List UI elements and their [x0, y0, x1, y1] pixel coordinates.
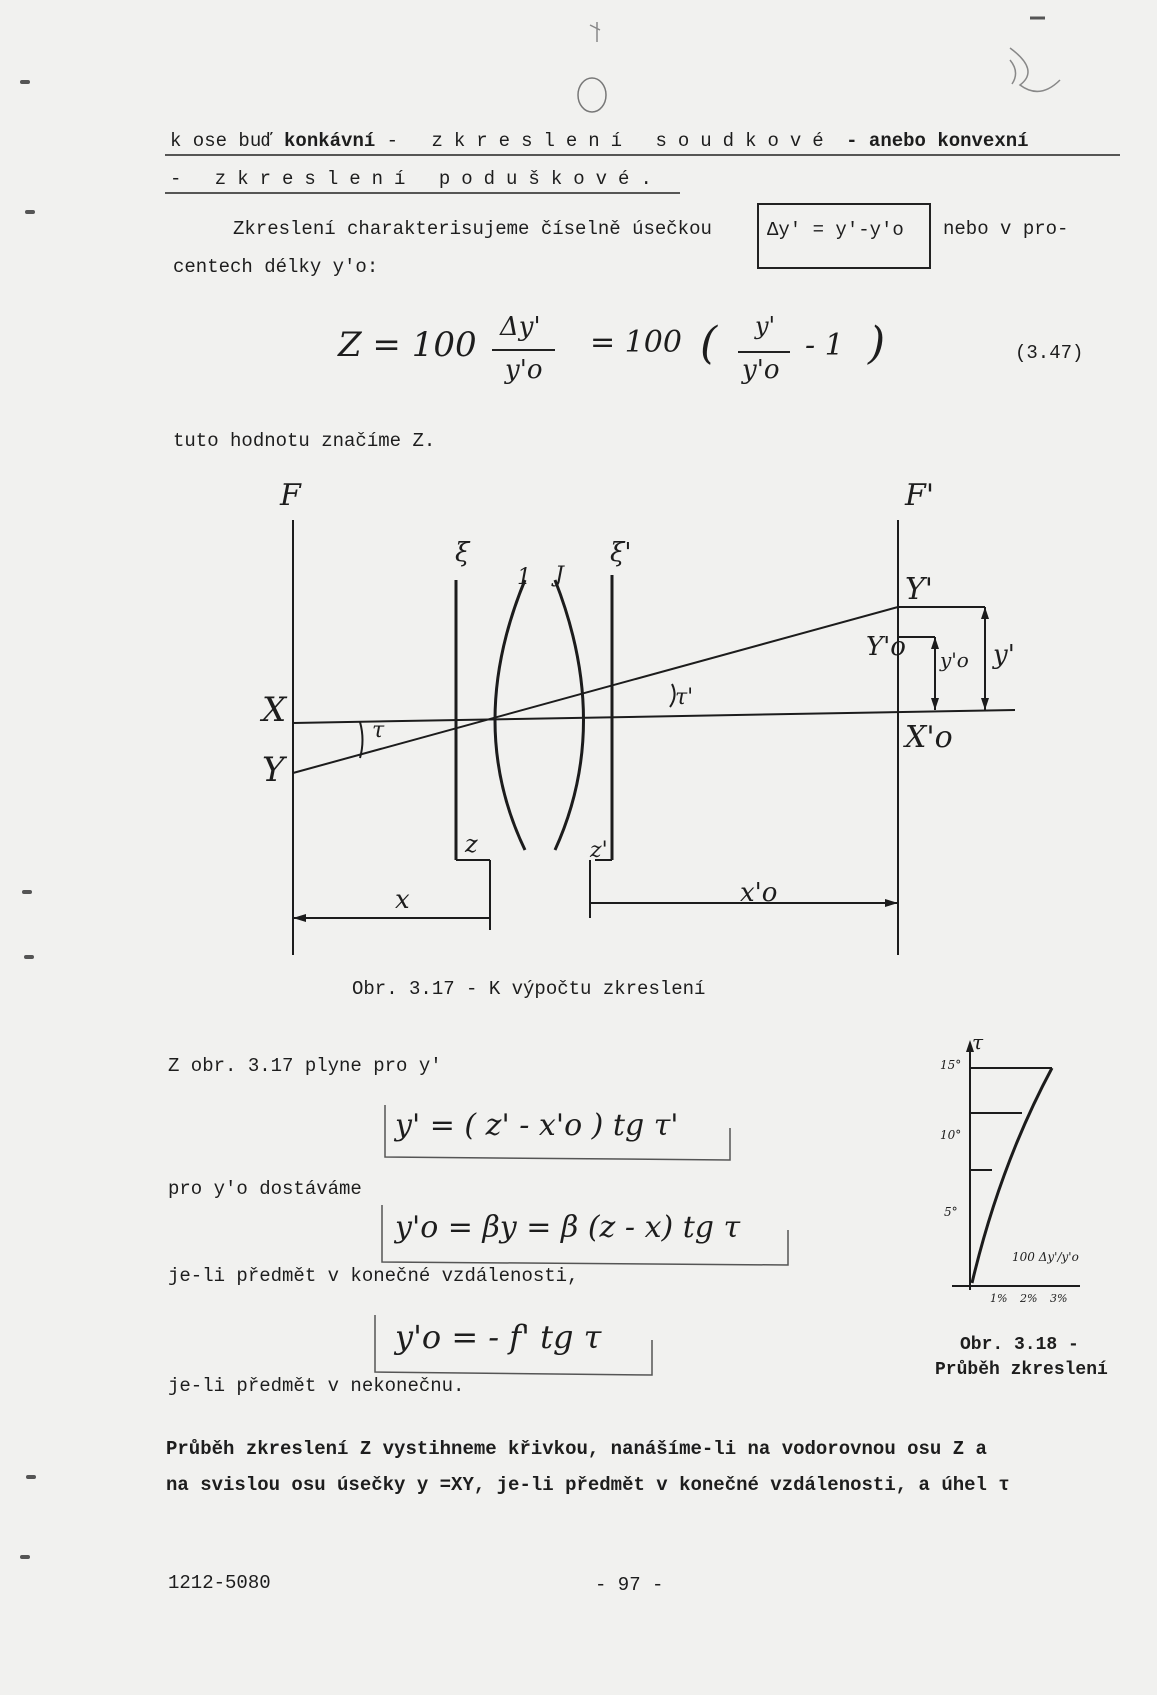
formula-3: y'o = - f' tg τ	[395, 1318, 602, 1356]
text-fragment: - anebo konvexní	[846, 130, 1029, 152]
fig318-tick-15: 15°	[940, 1058, 962, 1072]
fig318-tick-3pct: 3%	[1050, 1292, 1068, 1305]
top-line-2: - zkreslení poduškové.	[170, 168, 663, 190]
formula-1: y' = ( z' - x'o ) tg τ'	[395, 1108, 679, 1143]
formula-2: y'o = βy = β (z - x) tg τ	[395, 1210, 741, 1245]
footer-page-number: - 97 -	[595, 1574, 664, 1596]
fig317-label-lens2: J	[555, 563, 564, 588]
eq347-mid: = 100	[590, 325, 682, 360]
text-fragment: Zkreslení charakterisujeme číselně úsečkou	[233, 218, 712, 240]
para1-tail: nebo v pro-	[943, 218, 1069, 240]
fig317-label-z: z	[465, 830, 478, 858]
fig318-axis-tau: τ	[972, 1030, 984, 1054]
fig317-label-F-prime: F'	[905, 478, 935, 513]
eq347-frac2-num: y'	[755, 312, 776, 340]
fig318-axis-z: 100 Δy'/y'o	[1012, 1250, 1079, 1264]
fig317-label-Y0-prime: Y'o	[866, 632, 906, 662]
figure-317-caption: Obr. 3.17 - K výpočtu zkreslení	[352, 978, 706, 1000]
eq347-paren-close: )	[868, 318, 886, 369]
fig317-label-Y: Y	[262, 750, 285, 790]
para4: pro y'o dostáváme	[168, 1178, 362, 1200]
eq347-frac1-num: Δy'	[500, 312, 541, 342]
fig317-label-y-prime: y'	[993, 640, 1015, 670]
para6: je-li předmět v nekonečnu.	[168, 1375, 465, 1397]
fig318-tick-10: 10°	[940, 1128, 962, 1142]
fig317-label-x0-prime: x'o	[740, 878, 778, 908]
eq347-frac1-den: y'o	[505, 355, 543, 385]
para3: Z obr. 3.17 plyne pro y'	[168, 1055, 442, 1077]
eq347-frac2-den: y'o	[742, 355, 780, 385]
eq347-tail: - 1	[805, 328, 844, 363]
fig317-label-F: F	[280, 478, 301, 513]
fig318-tick-1pct: 1%	[990, 1292, 1008, 1305]
fig317-label-X: X	[262, 690, 287, 730]
eq347-number: (3.47)	[1015, 342, 1084, 364]
bottom-para-line1: Průběh zkreslení Z vystihneme křivkou, nanášíme-li na vodorovnou osu Z a	[166, 1438, 987, 1460]
text-fragment: konkávní	[284, 130, 376, 152]
footer-code: 1212-5080	[168, 1572, 271, 1594]
fig317-label-tau: τ	[372, 718, 385, 743]
fig317-label-y0-prime: y'o	[940, 648, 969, 672]
fig317-label-Y-prime: Y'	[905, 572, 934, 607]
eq347-lhs: Z = 100	[338, 325, 477, 365]
formula-text: Δy' = y'-y'o	[767, 219, 904, 241]
fig318-tick-2pct: 2%	[1020, 1292, 1038, 1305]
para2: tuto hodnotu značíme Z.	[173, 430, 436, 452]
fig317-label-x: x	[395, 885, 410, 915]
figure-318-caption-line1: Obr. 3.18 -	[960, 1335, 1079, 1355]
text-fragment: k ose buď	[170, 130, 273, 152]
fig318-tick-5: 5°	[944, 1205, 958, 1219]
fig317-label-tau-prime: τ'	[675, 685, 694, 710]
fig317-label-lens1: 1	[517, 565, 531, 590]
fig317-label-z-prime: z'	[590, 838, 608, 863]
figure-318-caption-line2: Průběh zkreslení	[935, 1360, 1108, 1380]
fig317-label-xi-prime: ξ'	[610, 538, 632, 568]
fig317-label-X0-prime: X'o	[905, 720, 953, 755]
bottom-para-line2: na svislou osu úsečky y =XY, je-li předmět v konečné vzdálenosti, a úhel τ	[166, 1474, 1010, 1496]
para5: je-li předmět v konečné vzdálenosti,	[168, 1265, 579, 1287]
fig317-label-xi: ξ	[455, 538, 470, 568]
para1-line2: centech délky y'o:	[173, 256, 379, 278]
eq347-paren-open: (	[700, 318, 718, 369]
text-fragment: - zkreslení soudkové	[386, 130, 835, 152]
